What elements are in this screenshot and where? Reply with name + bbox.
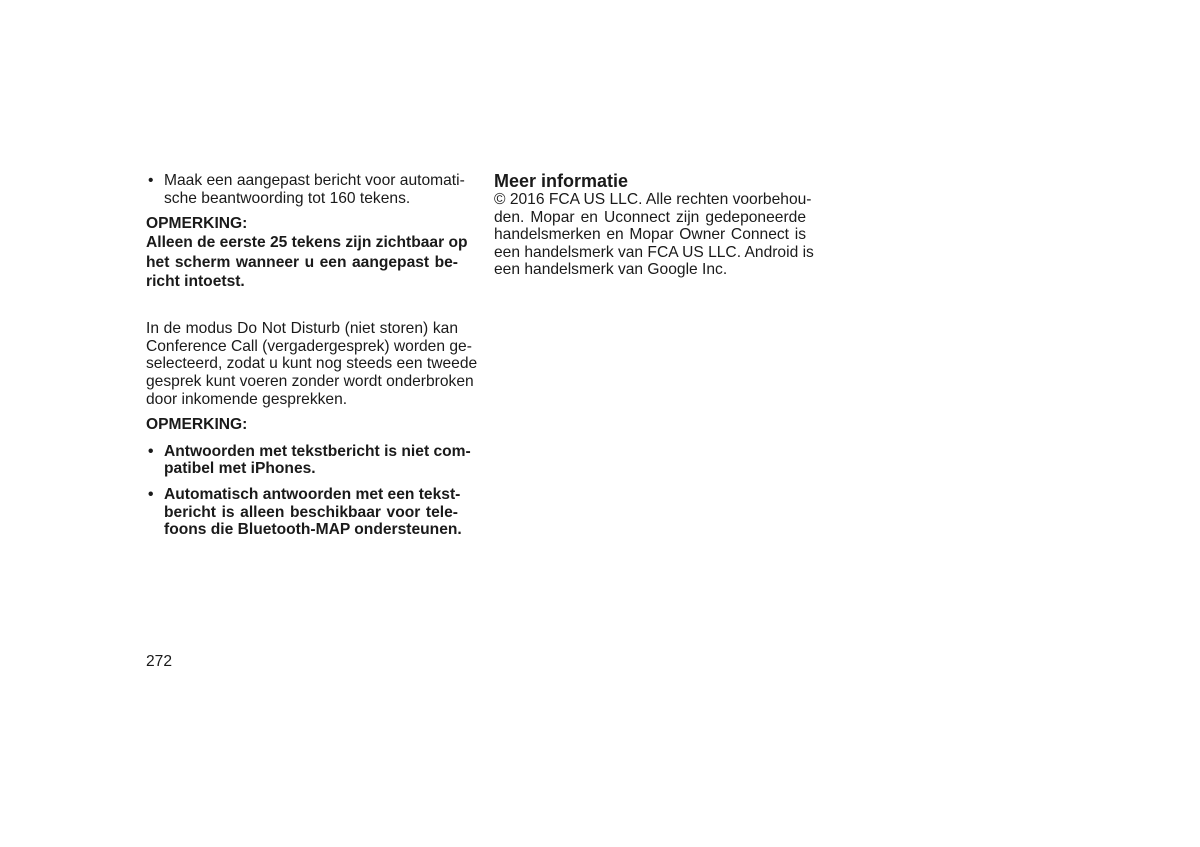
text-line: Antwoorden met tekstbericht is niet com- bbox=[164, 442, 471, 460]
list-item-custom-message bbox=[146, 172, 465, 207]
text-line: foons die Bluetooth-MAP ondersteunen. bbox=[164, 521, 462, 539]
list-item-text bbox=[164, 172, 465, 207]
note-label: OPMERKING: bbox=[146, 215, 248, 233]
text-line: den. Mopar en Uconnect zijn gedeponeerde bbox=[494, 208, 806, 226]
bullet-icon: • bbox=[148, 442, 154, 460]
text-line: patibel met iPhones. bbox=[164, 460, 316, 478]
text-line: Conference Call (vergadergesprek) worden ge- bbox=[146, 337, 472, 355]
text-line: sche beantwoording tot 160 tekens. bbox=[164, 189, 411, 207]
text-line: gesprek kunt voeren zonder wordt onderbroken bbox=[146, 372, 474, 390]
list-item-text bbox=[164, 485, 462, 539]
body-paragraph bbox=[146, 320, 478, 408]
text-line: richt intoetst. bbox=[146, 273, 245, 291]
list-item-bluetooth-map-note bbox=[146, 485, 462, 539]
note-body bbox=[146, 233, 468, 292]
text-line: handelsmerken en Mopar Owner Connect is bbox=[494, 226, 806, 244]
page-number: 272 bbox=[146, 653, 173, 670]
text-line: een handelsmerk van Google Inc. bbox=[494, 261, 728, 279]
text-line: door inkomende gesprekken. bbox=[146, 390, 348, 408]
text-line: het scherm wanneer u een aangepast be- bbox=[146, 253, 458, 271]
text-line: Maak een aangepast bericht voor automati- bbox=[164, 172, 465, 189]
list-item-text bbox=[164, 442, 471, 478]
text-line: een handelsmerk van FCA US LLC. Android is bbox=[494, 243, 814, 261]
copyright-paragraph bbox=[494, 191, 814, 279]
bullet-icon: • bbox=[148, 172, 154, 189]
text-line: Alleen de eerste 25 tekens zijn zichtbaar op bbox=[146, 233, 468, 251]
list-item-iphone-note bbox=[146, 442, 471, 478]
left-column bbox=[146, 172, 478, 539]
text-line: In de modus Do Not Disturb (niet storen) kan bbox=[146, 320, 458, 338]
text-line: selecteerd, zodat u kunt nog steeds een tweede bbox=[146, 355, 478, 373]
right-column bbox=[494, 171, 814, 279]
bullet-icon: • bbox=[148, 485, 154, 503]
note-label: OPMERKING: bbox=[146, 416, 248, 434]
section-heading: Meer informatie bbox=[494, 171, 629, 191]
text-line: bericht is alleen beschikbaar voor tele- bbox=[164, 503, 458, 521]
text-line: © 2016 FCA US LLC. Alle rechten voorbehou- bbox=[494, 191, 812, 208]
text-line: Automatisch antwoorden met een tekst- bbox=[164, 485, 461, 503]
